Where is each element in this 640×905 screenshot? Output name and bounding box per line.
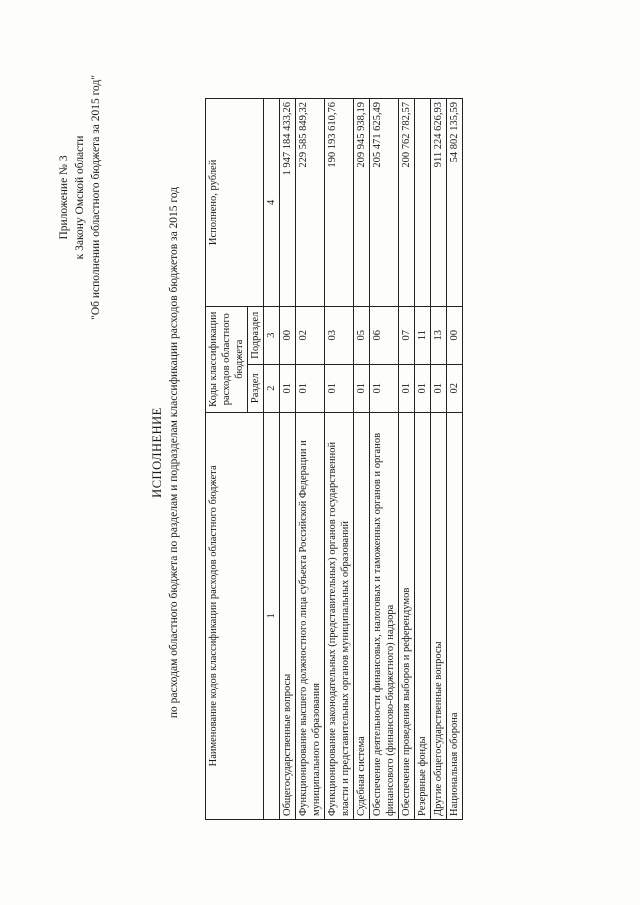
header-row [206, 99, 248, 820]
appendix-line: Приложение № 3 [58, 155, 70, 240]
table-row [354, 99, 370, 820]
row-amount [415, 99, 431, 307]
row-subsection: 07 [399, 306, 415, 364]
row-name: Обеспечение проведения выборов и референдумов [399, 412, 415, 819]
table-row [370, 99, 399, 820]
row-amount: 911 224 626,93 [431, 99, 447, 307]
row-section: 01 [325, 364, 354, 412]
row-subsection: 05 [354, 306, 370, 364]
appendix-line: "Об исполнении областного бюджета за 2015 год" [90, 75, 102, 320]
row-amount: 190 193 610,76 [325, 99, 354, 307]
column-numbers-row [264, 99, 280, 820]
table-row [325, 99, 354, 820]
row-name: Национальная оборона [447, 412, 463, 819]
row-subsection: 03 [325, 306, 354, 364]
header-codes: Коды классификации расходов областного бюджета [206, 306, 248, 412]
table-row [447, 99, 463, 820]
row-subsection: 11 [415, 306, 431, 364]
header-subsection: Подраздел [248, 306, 264, 364]
table-row [280, 99, 296, 820]
row-name: Резервные фонды [415, 412, 431, 819]
row-section: 01 [431, 364, 447, 412]
row-amount: 205 471 625,49 [370, 99, 399, 307]
row-name: Судебная система [354, 412, 370, 819]
table-row [415, 99, 431, 820]
header-amount: Исполнено, рублей [206, 99, 264, 307]
table-row [399, 99, 415, 820]
row-section: 01 [296, 364, 325, 412]
appendix-line: к Закону Омской области [74, 135, 86, 260]
table-row [296, 99, 325, 820]
row-section: 01 [280, 364, 296, 412]
table-row [431, 99, 447, 820]
row-name: Функционирование высшего должностного лица субъекта Российской Федерации и муниципального образования [296, 412, 325, 819]
row-amount: 54 802 135,59 [447, 99, 463, 307]
column-number: 4 [264, 99, 280, 307]
document-subtitle: по расходам областного бюджета по разделам и подразделам классификации расходов бюджетов за 2015 год [168, 186, 180, 719]
row-amount: 229 585 849,32 [296, 99, 325, 307]
row-subsection: 00 [280, 306, 296, 364]
row-amount: 1 947 184 433,26 [280, 99, 296, 307]
row-name: Другие общегосударственные вопросы [431, 412, 447, 819]
header-name: Наименование кодов классификации расходов областного бюджета [206, 412, 264, 819]
row-amount: 200 762 782,57 [399, 99, 415, 307]
document-title: ИСПОЛНЕНИЕ [150, 407, 164, 498]
column-number: 1 [264, 412, 280, 819]
row-name: Общегосударственные вопросы [280, 412, 296, 819]
row-subsection: 13 [431, 306, 447, 364]
row-amount: 209 945 938,19 [354, 99, 370, 307]
row-name: Обеспечение деятельности финансовых, налоговых и таможенных органов и органов финансового (финансово-бюджетного) надзора [370, 412, 399, 819]
row-section: 02 [447, 364, 463, 412]
row-section: 01 [354, 364, 370, 412]
expenditure-table [205, 98, 463, 820]
row-section: 01 [415, 364, 431, 412]
row-section: 01 [399, 364, 415, 412]
row-section: 01 [370, 364, 399, 412]
column-number: 2 [264, 364, 280, 412]
row-subsection: 02 [296, 306, 325, 364]
header-section: Раздел [248, 364, 264, 412]
row-subsection: 00 [447, 306, 463, 364]
row-subsection: 06 [370, 306, 399, 364]
row-name: Функционирование законодательных (представительных) органов государственной власти и представительных органов муниципальных образований [325, 412, 354, 819]
column-number: 3 [264, 306, 280, 364]
appendix-note [56, 75, 104, 320]
